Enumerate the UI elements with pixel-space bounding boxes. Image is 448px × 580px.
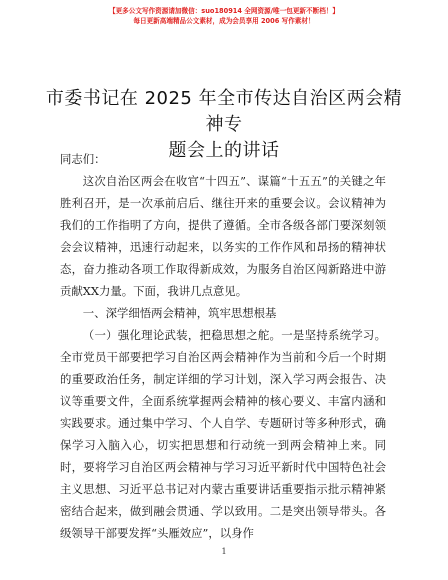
paragraph-intro: 这次自治区两会在收官“十四五”、谋篇“十五五”的关键之年胜利召开，是一次承前启后、继往开来的重要会议。会议精神为我们的工作指明了方向，提供了遵循。全市各级各部门要深刻领会会议精神，迅速行动起来，以务实的工作作风和昂扬的精神状态，奋力推动各项工作取得新成效，为服务自治区闯新路进中游贡献XX力量。下面，我讲几点意见。 xyxy=(60,174,386,298)
page-number: 1 xyxy=(221,547,227,556)
document-body xyxy=(60,148,386,544)
title-line1: 市委书记在 2025 年全市传达自治区两会精神专 xyxy=(45,88,403,135)
title-line2: 题会上的讲话 xyxy=(168,140,280,161)
promo-banner-line1: 【更多公文写作资源请加微信：suo180914 全网资源/唯一包更新不断档！】 xyxy=(108,7,339,15)
section-heading-1: 一、深学细悟两会精神，筑牢思想根基 xyxy=(82,306,277,320)
promo-banner-line2: 每日更新高端精品公文素材，成为会员享用 2006 写作素材！ xyxy=(133,17,315,25)
promo-banner xyxy=(0,6,448,26)
paragraph-section-1-1: （一）强化理论武装，把稳思想之舵。一是坚持系统学习。全市党员干部要把学习自治区两会精神作为当前和今后一个时期的重要政治任务，制定详细的学习计划，深入学习两会报告、决议等重要文件，全面系统掌握两会精神的核心要义、丰富内涵和实践要求。通过集中学习、个人自学、专题研讨等多种形式，确保学习入脑入心，切实把思想和行动统一到两会精神上来。同时，要将学习自治区两会精神与学习习近平新时代中国特色社会主义思想、习近平总书记对内蒙古重要讲话重要指示批示精神紧密结合起来，做到融会贯通、学以致用。二是突出领导带头。各级领导干部要发挥“头雁效应”，以身作 xyxy=(60,328,386,540)
salutation: 同志们： xyxy=(60,152,106,166)
